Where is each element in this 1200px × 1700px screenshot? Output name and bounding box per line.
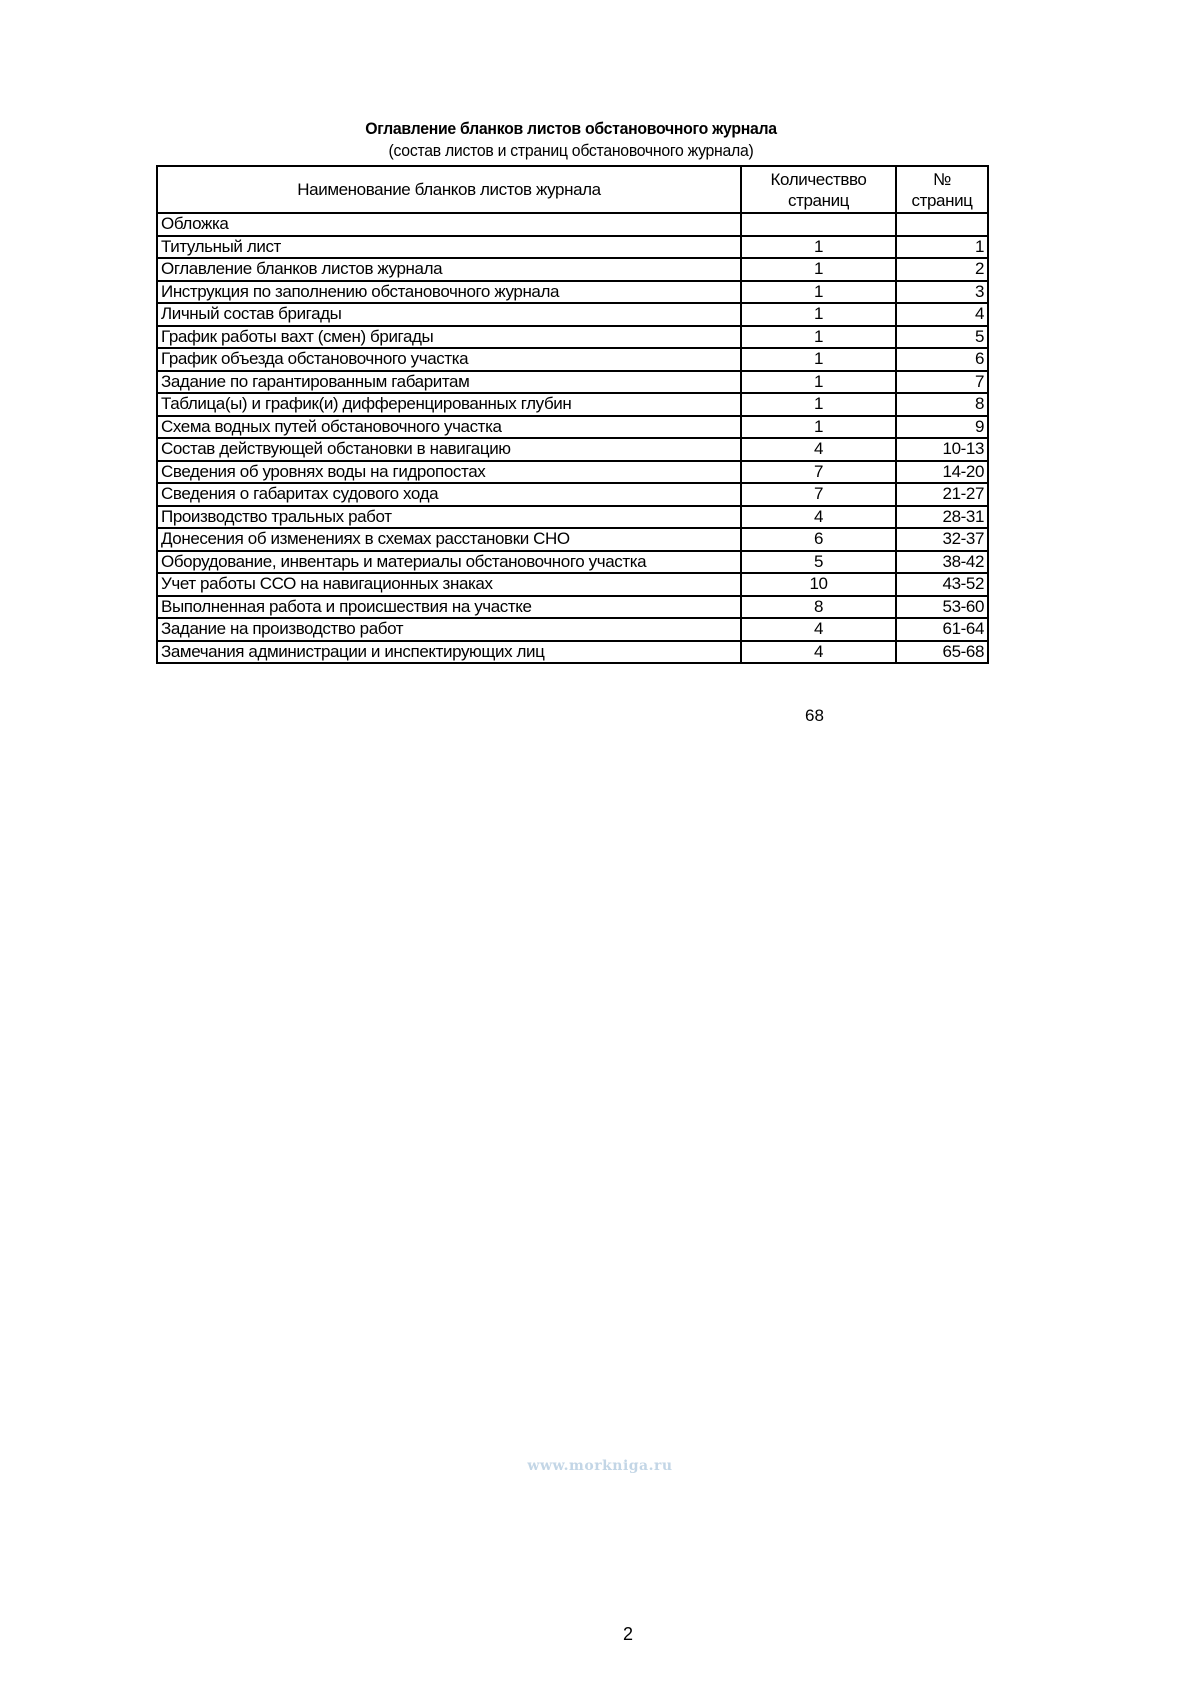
total-pages: 68 <box>805 706 824 725</box>
row-name: Оглавление бланков листов журнала <box>157 258 741 281</box>
row-name: График работы вахт (смен) бригады <box>157 326 741 349</box>
row-count: 4 <box>741 438 896 461</box>
row-pages: 65-68 <box>896 641 988 664</box>
row-pages: 1 <box>896 236 988 259</box>
table-row <box>157 281 988 304</box>
document-subtitle: (состав листов и страниц обстановочного журнала) <box>388 141 754 160</box>
row-count: 1 <box>741 326 896 349</box>
row-pages: 38-42 <box>896 551 988 574</box>
table-body <box>157 213 988 663</box>
row-count: 8 <box>741 596 896 619</box>
row-pages <box>896 213 988 236</box>
document-title: Оглавление бланков листов обстановочного журнала <box>365 119 777 138</box>
table-row <box>157 461 988 484</box>
header-name: Наименование бланков листов журнала <box>157 166 741 213</box>
row-pages: 5 <box>896 326 988 349</box>
row-count: 1 <box>741 281 896 304</box>
watermark: www.morkniga.ru <box>527 1458 673 1474</box>
row-count: 7 <box>741 483 896 506</box>
table-row <box>157 303 988 326</box>
row-pages: 9 <box>896 416 988 439</box>
row-pages: 61-64 <box>896 618 988 641</box>
row-count: 1 <box>741 416 896 439</box>
table-row <box>157 596 988 619</box>
row-count: 7 <box>741 461 896 484</box>
contents-table <box>156 165 989 664</box>
row-name: Титульный лист <box>157 236 741 259</box>
row-name: Производство тральных работ <box>157 506 741 529</box>
header-count-line2: страниц <box>787 190 850 210</box>
table-row <box>157 438 988 461</box>
table-row <box>157 573 988 596</box>
row-count: 5 <box>741 551 896 574</box>
row-name: Схема водных путей обстановочного участка <box>157 416 741 439</box>
table-row <box>157 213 988 236</box>
table-row <box>157 393 988 416</box>
row-count: 10 <box>741 573 896 596</box>
row-name: Личный состав бригады <box>157 303 741 326</box>
row-count: 1 <box>741 303 896 326</box>
table-row <box>157 348 988 371</box>
row-count <box>741 213 896 236</box>
row-count: 1 <box>741 258 896 281</box>
table-row <box>157 258 988 281</box>
row-name: Оборудование, инвентарь и материалы обстановочного участка <box>157 551 741 574</box>
row-name: Задание по гарантированным габаритам <box>157 371 741 394</box>
row-name: Инструкция по заполнению обстановочного журнала <box>157 281 741 304</box>
row-pages: 3 <box>896 281 988 304</box>
row-pages: 53-60 <box>896 596 988 619</box>
header-count-line1: Количествво <box>770 169 867 189</box>
row-name: График объезда обстановочного участка <box>157 348 741 371</box>
row-pages: 4 <box>896 303 988 326</box>
row-count: 4 <box>741 618 896 641</box>
table-row <box>157 483 988 506</box>
row-count: 1 <box>741 371 896 394</box>
header-pages-line1: № <box>933 169 951 189</box>
row-count: 6 <box>741 528 896 551</box>
table-row <box>157 528 988 551</box>
row-pages: 6 <box>896 348 988 371</box>
table-row <box>157 618 988 641</box>
row-name: Донесения об изменениях в схемах расстановки СНО <box>157 528 741 551</box>
table-row <box>157 326 988 349</box>
row-name: Состав действующей обстановки в навигацию <box>157 438 741 461</box>
row-pages: 28-31 <box>896 506 988 529</box>
row-pages: 14-20 <box>896 461 988 484</box>
row-name: Учет работы ССО на навигационных знаках <box>157 573 741 596</box>
table-row <box>157 236 988 259</box>
row-count: 4 <box>741 641 896 664</box>
row-pages: 2 <box>896 258 988 281</box>
row-name: Обложка <box>157 213 741 236</box>
header-pages <box>896 166 988 213</box>
row-count: 1 <box>741 236 896 259</box>
row-name: Таблица(ы) и график(и) дифференцированных глубин <box>157 393 741 416</box>
row-name: Сведения об уровнях воды на гидропостах <box>157 461 741 484</box>
row-pages: 7 <box>896 371 988 394</box>
row-count: 1 <box>741 393 896 416</box>
table-row <box>157 641 988 664</box>
row-name: Выполненная работа и происшествия на участке <box>157 596 741 619</box>
row-pages: 10-13 <box>896 438 988 461</box>
header-pages-line2: страниц <box>911 190 973 210</box>
table-header-row <box>157 166 988 213</box>
row-count: 4 <box>741 506 896 529</box>
row-pages: 21-27 <box>896 483 988 506</box>
row-name: Сведения о габаритах судового хода <box>157 483 741 506</box>
header-count <box>741 166 896 213</box>
table-row <box>157 551 988 574</box>
table-row <box>157 416 988 439</box>
row-pages: 32-37 <box>896 528 988 551</box>
row-pages: 8 <box>896 393 988 416</box>
row-pages: 43-52 <box>896 573 988 596</box>
row-count: 1 <box>741 348 896 371</box>
table-row <box>157 506 988 529</box>
table-row <box>157 371 988 394</box>
page-number: 2 <box>622 1624 633 1644</box>
row-name: Замечания администрации и инспектирующих лиц <box>157 641 741 664</box>
row-name: Задание на производство работ <box>157 618 741 641</box>
